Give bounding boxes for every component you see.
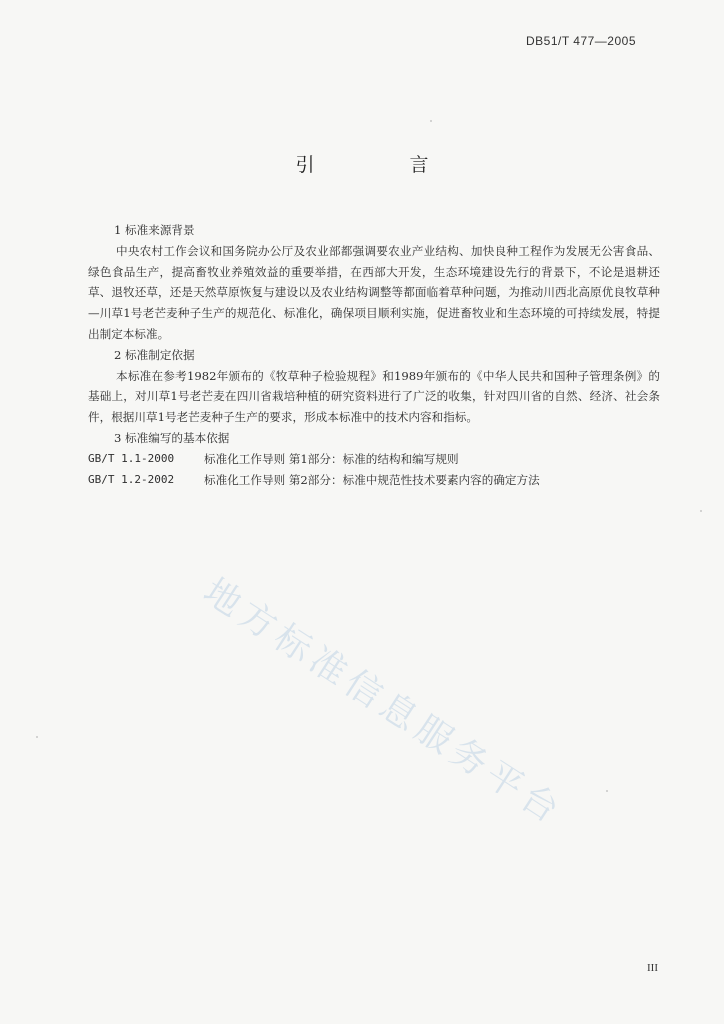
scan-speck [36, 736, 38, 738]
scan-speck [606, 790, 608, 792]
standard-ref-title: 标准化工作导则 第2部分：标准中规范性技术要素内容的确定方法 [204, 472, 540, 487]
reference-standard [88, 470, 660, 491]
section-heading: 1 标准来源背景 [114, 223, 195, 237]
page-number: III [647, 962, 658, 974]
standard-ref-code: GB/T 1.1-2000 [88, 451, 175, 465]
section-paragraph: 中央农村工作会议和国务院办公厅及农业部都强调要农业产业结构、加快良种工程作为发展无公害食品、绿色食品生产，提高畜牧业养殖效益的重要举措，在西部大开发，生态环境建设先行的背景下，不论是退耕还草、退牧还草，还是天然草原恢复与建设以及农业结构调整等都面临着草种问题，为推动川西北高原优良牧草种—川草1号老芒麦种子生产的规范化、标准化，确保项目顺利实施，促进畜牧业和生态环境的可持续发展，特提出制定本标准。 [88, 243, 660, 341]
section-heading: 2 标准制定依据 [114, 347, 195, 362]
document-body [88, 220, 660, 490]
scan-speck [430, 120, 432, 122]
standard-ref-title: 标准化工作导则 第1部分：标准的结构和编写规则 [204, 451, 459, 466]
page-title: 引 言 [295, 154, 467, 176]
section-paragraph: 本标准在参考1982年颁布的《牧草种子检验规程》和1989年颁布的《中华人民共和国种子管理条例》的基础上，对川草1号老芒麦在四川省栽培种植的研究资料进行了广泛的收集，针对四川省的自然、经济、社会条件，根据川草1号老芒麦种子生产的要求，形成本标准中的技术内容和指标。 [88, 368, 660, 425]
reference-standard [88, 449, 660, 470]
standard-ref-code: GB/T 1.2-2002 [88, 472, 175, 486]
standard-code: DB51/T 477—2005 [525, 34, 636, 48]
scan-speck [700, 510, 702, 512]
section-heading: 3 标准编写的基本依据 [114, 430, 230, 445]
watermark: 地方标准信息服务平台 [196, 570, 571, 835]
